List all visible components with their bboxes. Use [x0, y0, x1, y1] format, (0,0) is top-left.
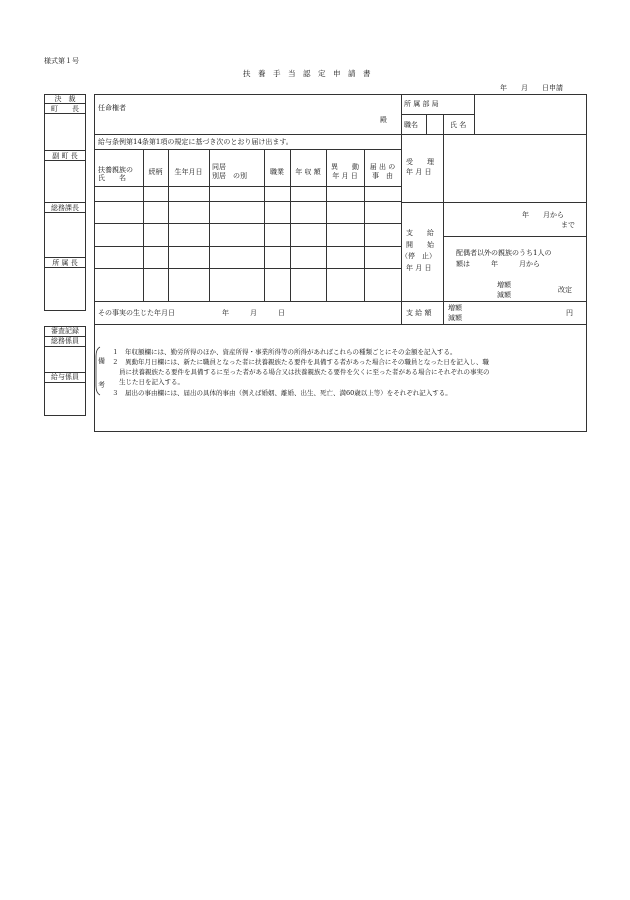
general-affairs-chief-label: 総務課長: [51, 204, 79, 212]
col-relation: 続柄: [148, 168, 163, 176]
col-occupation: 職業: [270, 168, 284, 176]
payment-start-1: 支 給: [406, 229, 434, 237]
col-annual-income: 年 収 額: [295, 168, 321, 176]
kessai-label: 決 裁: [54, 95, 76, 103]
yen-label: 円: [566, 309, 573, 317]
note-line-4: 生じた日を記入する。: [119, 378, 184, 386]
col-living-1: 同居: [212, 163, 226, 171]
position-label: 職名: [404, 121, 418, 129]
note-line-3: 員に扶養親族たる要件を具備するに至った者がある場合又は扶養親族たる要件を欠くに至った者がある場合にそれぞれの事実の: [119, 368, 490, 376]
receipt-label-1: 受 理: [406, 158, 434, 166]
appointer-label: 任命権者: [98, 104, 126, 112]
col-reason-1: 届 出 の: [369, 163, 396, 171]
notes-label-ko: 考: [98, 381, 105, 389]
note-line-2: ２ 異動年月日欄には、新たに職員となった者に扶養親族たる要件を具備する者があった場合にその職員となった日を記入し、職: [112, 358, 489, 366]
increase2-label: 増額: [448, 304, 462, 312]
note-line-1: １ 年収額欄には、勤労所得のほか、資産所得・事業所得等の所得があればこれらの種類ごとにその金額を記入する。: [112, 348, 457, 356]
increase-label: 増額: [497, 281, 511, 289]
decrease-label: 減額: [497, 291, 511, 299]
receipt-label-2: 年 月 日: [406, 168, 432, 176]
form-number: 様式第１号: [44, 57, 79, 65]
col-change-date-2: 年 月 日: [332, 172, 358, 180]
fact-date-label: その事実の生じた年月日: [98, 309, 175, 317]
col-dependent-name-2: 氏 名: [98, 174, 126, 182]
from-month: 年 月から: [522, 211, 564, 219]
dept-chief-label: 所 属 長: [52, 259, 78, 267]
audit-record-label: 審査記録: [51, 327, 79, 335]
form-title: 扶 養 手 当 認 定 申 請 書: [243, 69, 371, 78]
town-mayor-label: 町 長: [51, 105, 79, 113]
department-label: 所 属 部 局: [404, 100, 439, 108]
payment-start-4: 年 月 日: [406, 264, 432, 272]
until-label: まで: [561, 221, 575, 229]
application-date: 年 月 日申請: [500, 84, 563, 92]
fact-date-value: 年 月 日: [222, 309, 285, 317]
col-reason-2: 事 由: [372, 172, 393, 180]
deputy-mayor-label: 副 町 長: [52, 152, 78, 160]
col-dependent-name-1: 扶養親族の: [98, 166, 133, 174]
payment-start-3: （停 止）: [401, 252, 436, 260]
general-affairs-staff-label: 総務係員: [51, 337, 79, 345]
note-line-5: ３ 届出の事由欄には、届出の具体的事由（例えば婚姻、離婚、出生、死亡、満60歳以上等）をそれぞれ記入する。: [112, 389, 452, 397]
non-spouse-1: 配偶者以外の親族のうち1人の: [456, 249, 552, 257]
dono-label: 殿: [380, 116, 387, 124]
payment-start-2: 開 始: [406, 241, 434, 249]
notice-text: 給与条例第14条第1項の規定に基づき次のとおり届け出ます。: [98, 138, 293, 146]
name-label: 氏 名: [450, 121, 467, 129]
col-living-2: 別居 の別: [212, 172, 247, 180]
decrease2-label: 減額: [448, 314, 462, 322]
payment-amount-label: 支 給 額: [406, 309, 432, 317]
revision-label: 改定: [558, 286, 572, 294]
notes-label-bi: 備: [98, 357, 105, 365]
non-spouse-2: 額は 年 月から: [456, 260, 540, 268]
col-change-date-1: 異 動: [331, 163, 359, 171]
salary-staff-label: 給与係員: [51, 373, 79, 381]
col-birth-date: 生年月日: [174, 168, 203, 176]
